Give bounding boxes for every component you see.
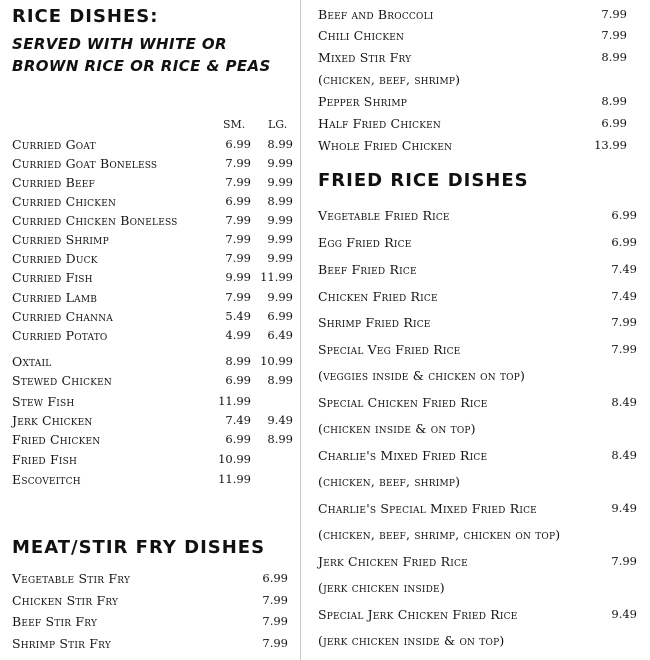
meat-dish-row	[318, 7, 638, 25]
rice-dish-row	[12, 309, 297, 327]
small-price: 7.99	[225, 156, 251, 170]
fried-rice-note	[318, 421, 638, 439]
meat-dish-row	[318, 138, 638, 156]
small-price: 7.99	[225, 175, 251, 189]
item-name: Mixed Stir Fry	[318, 50, 412, 65]
fried-rice-row	[318, 208, 638, 226]
item-name: Curried Goat Boneless	[12, 156, 158, 171]
small-price: 7.99	[225, 213, 251, 227]
fried-rice-row	[318, 501, 638, 519]
large-price: 10.99	[260, 354, 293, 368]
item-price: 7.99	[262, 614, 288, 628]
fried-rice-row	[318, 262, 638, 280]
meat-dish-row	[12, 571, 332, 589]
item-price: 7.49	[611, 262, 637, 276]
large-price: 6.49	[267, 328, 293, 342]
large-price: 11.99	[260, 270, 293, 284]
item-name: Curried Duck	[12, 251, 98, 266]
item-name: (chicken inside & on top)	[318, 421, 476, 436]
large-price: 9.99	[267, 290, 293, 304]
item-price: 7.99	[611, 554, 637, 568]
rice-dish-row	[12, 175, 297, 193]
fried-rice-row	[318, 395, 638, 413]
meat-dish-row	[12, 636, 332, 654]
fried-rice-row	[318, 235, 638, 253]
fried-rice-row	[318, 289, 638, 307]
item-name: Fried Chicken	[12, 432, 101, 447]
fried-rice-note	[318, 527, 638, 545]
small-price: 8.99	[225, 354, 251, 368]
rice-dish-row	[12, 270, 297, 288]
item-price: 6.99	[601, 116, 627, 130]
item-price: 7.99	[262, 636, 288, 650]
small-price: 6.99	[225, 137, 251, 151]
meat-dish-row	[318, 50, 638, 68]
item-name: Half Fried Chicken	[318, 116, 441, 131]
item-name: (jerk chicken inside & on top)	[318, 633, 505, 648]
small-price: 10.99	[218, 452, 251, 466]
item-name: Stew Fish	[12, 394, 75, 409]
item-price: 6.99	[611, 208, 637, 222]
large-price: 9.99	[267, 175, 293, 189]
item-name: Beef Fried Rice	[318, 262, 417, 277]
item-price: 8.99	[601, 94, 627, 108]
item-name: (jerk chicken inside)	[318, 580, 445, 595]
item-name: Fried Fish	[12, 452, 78, 467]
meat-dish-row	[318, 94, 638, 112]
rice-dishes-subtitle-line2: BROWN RICE OR RICE & PEAS	[12, 57, 271, 75]
large-price: 9.99	[267, 251, 293, 265]
item-name: Stewed Chicken	[12, 373, 112, 388]
rice-dishes-title: RICE DISHES:	[12, 6, 159, 27]
item-name: Curried Potato	[12, 328, 108, 343]
item-name: Vegetable Stir Fry	[12, 571, 131, 586]
rice-dish-row	[12, 194, 297, 212]
rice-dish-row	[12, 213, 297, 231]
small-price: 9.99	[225, 270, 251, 284]
item-name: Curried Channa	[12, 309, 113, 324]
item-price: 7.99	[262, 593, 288, 607]
meat-dish-note	[318, 72, 638, 90]
item-price: 9.49	[611, 501, 637, 515]
item-name: Pepper Shrimp	[318, 94, 408, 109]
item-name: Charlie's Mixed Fried Rice	[318, 448, 488, 463]
item-name: (veggies inside & chicken on top)	[318, 368, 526, 383]
small-price: 11.99	[218, 394, 251, 408]
small-price: 7.99	[225, 251, 251, 265]
item-name: Curried Goat	[12, 137, 96, 152]
rice-dish-row	[12, 328, 297, 346]
item-name: (chicken, beef, shrimp, chicken on top)	[318, 527, 561, 542]
item-name: Charlie's Special Mixed Fried Rice	[318, 501, 537, 516]
large-column-header: LG.	[268, 118, 288, 131]
item-name: Special Chicken Fried Rice	[318, 395, 488, 410]
small-price: 6.99	[225, 373, 251, 387]
item-name: Chili Chicken	[318, 28, 405, 43]
fried-rice-note	[318, 580, 638, 598]
item-name: Special Veg Fried Rice	[318, 342, 461, 357]
item-name: Shrimp Fried Rice	[318, 315, 431, 330]
item-name: Special Jerk Chicken Fried Rice	[318, 607, 518, 622]
meat-stir-fry-title: MEAT/STIR FRY DISHES	[12, 537, 266, 558]
fried-rice-row	[318, 448, 638, 466]
large-price: 9.99	[267, 232, 293, 246]
item-price: 6.99	[262, 571, 288, 585]
item-price: 7.99	[611, 342, 637, 356]
item-name: Shrimp Stir Fry	[12, 636, 111, 651]
rice-dish-row	[12, 472, 297, 490]
item-price: 6.99	[611, 235, 637, 249]
item-name: Escoveitch	[12, 472, 81, 487]
item-name: Beef and Broccoli	[318, 7, 434, 22]
fried-rice-note	[318, 474, 638, 492]
rice-dish-row	[12, 354, 297, 372]
small-price: 4.99	[225, 328, 251, 342]
fried-rice-row	[318, 607, 638, 625]
large-price: 8.99	[267, 373, 293, 387]
small-price: 7.99	[225, 290, 251, 304]
meat-dish-row	[12, 593, 332, 611]
large-price: 9.49	[267, 413, 293, 427]
fried-rice-row	[318, 342, 638, 360]
rice-dish-row	[12, 156, 297, 174]
small-price: 7.49	[225, 413, 251, 427]
small-price: 6.99	[225, 194, 251, 208]
large-price: 8.99	[267, 432, 293, 446]
meat-dish-row	[318, 28, 638, 46]
rice-dish-row	[12, 373, 297, 391]
item-price: 9.49	[611, 607, 637, 621]
item-name: Egg Fried Rice	[318, 235, 412, 250]
item-name: Jerk Chicken Fried Rice	[318, 554, 468, 569]
large-price: 9.99	[267, 156, 293, 170]
item-price: 8.99	[601, 50, 627, 64]
item-name: Curried Fish	[12, 270, 93, 285]
rice-dish-row	[12, 452, 297, 470]
item-name: Whole Fried Chicken	[318, 138, 453, 153]
large-price: 8.99	[267, 137, 293, 151]
rice-dish-row	[12, 251, 297, 269]
small-column-header: SM.	[223, 118, 246, 131]
small-price: 5.49	[225, 309, 251, 323]
item-price: 7.99	[601, 28, 627, 42]
rice-dish-row	[12, 394, 297, 412]
item-price: 7.49	[611, 289, 637, 303]
small-price: 11.99	[218, 472, 251, 486]
rice-dishes-subtitle-line1: SERVED WITH WHITE OR	[12, 35, 227, 53]
item-name: Curried Shrimp	[12, 232, 109, 247]
item-name: Chicken Fried Rice	[318, 289, 438, 304]
item-name: Jerk Chicken	[12, 413, 93, 428]
item-name: (chicken, beef, shrimp)	[318, 474, 461, 489]
item-price: 13.99	[594, 138, 627, 152]
large-price: 9.99	[267, 213, 293, 227]
meat-dish-row	[12, 614, 332, 632]
item-price: 7.99	[601, 7, 627, 21]
fried-rice-row	[318, 554, 638, 572]
rice-dish-row	[12, 413, 297, 431]
item-price: 8.49	[611, 448, 637, 462]
item-name: Chicken Stir Fry	[12, 593, 119, 608]
item-price: 8.49	[611, 395, 637, 409]
fried-rice-note	[318, 633, 638, 651]
small-price: 7.99	[225, 232, 251, 246]
rice-dish-row	[12, 137, 297, 155]
item-name: (chicken, beef, shrimp)	[318, 72, 461, 87]
fried-rice-note	[318, 368, 638, 386]
rice-dish-row	[12, 290, 297, 308]
large-price: 6.99	[267, 309, 293, 323]
item-name: Curried Chicken Boneless	[12, 213, 178, 228]
item-name: Curried Beef	[12, 175, 95, 190]
meat-dish-row	[318, 116, 638, 134]
item-name: Beef Stir Fry	[12, 614, 98, 629]
rice-dish-row	[12, 232, 297, 250]
large-price: 8.99	[267, 194, 293, 208]
item-name: Curried Chicken	[12, 194, 117, 209]
column-divider	[300, 0, 301, 660]
item-name: Oxtail	[12, 354, 52, 369]
item-price: 7.99	[611, 315, 637, 329]
fried-rice-row	[318, 315, 638, 333]
rice-dish-row	[12, 432, 297, 450]
item-name: Curried Lamb	[12, 290, 98, 305]
fried-rice-title: FRIED RICE DISHES	[318, 170, 529, 191]
small-price: 6.99	[225, 432, 251, 446]
item-name: Vegetable Fried Rice	[318, 208, 450, 223]
